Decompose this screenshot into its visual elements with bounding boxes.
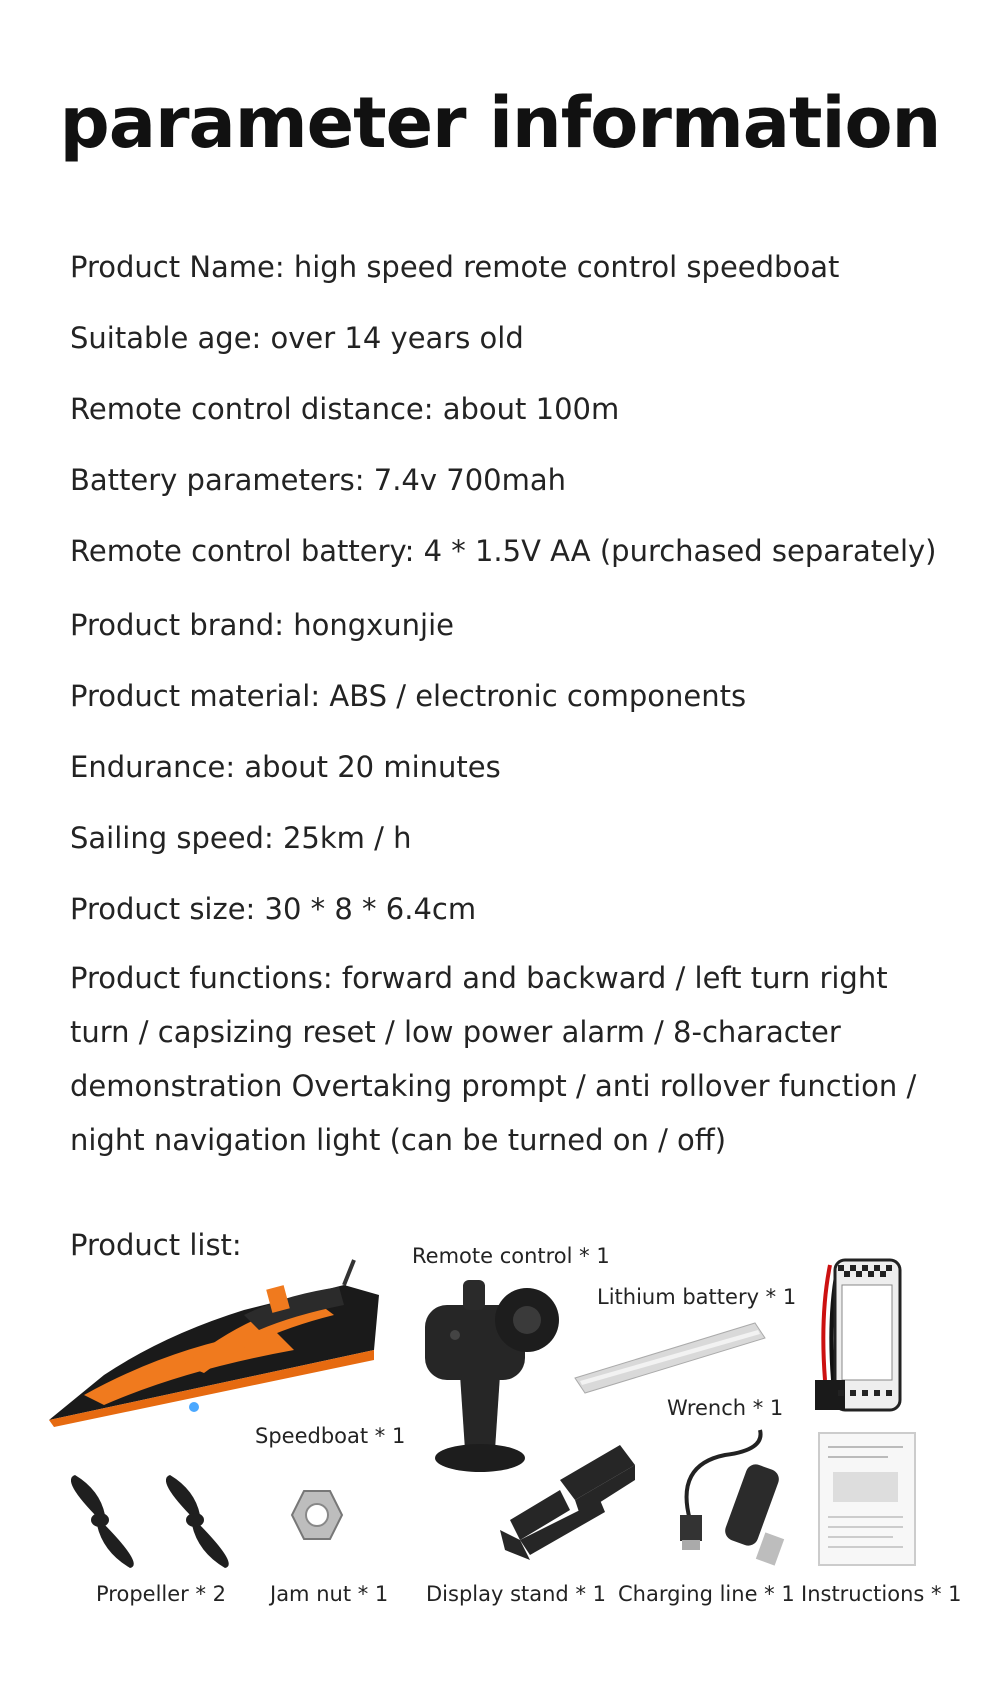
caption-instructions: Instructions * 1 xyxy=(801,1582,962,1606)
page-title: parameter information xyxy=(59,82,941,164)
param-endurance: Endurance: about 20 minutes xyxy=(70,750,501,784)
charging-line-image xyxy=(665,1425,795,1570)
caption-charging-line: Charging line * 1 xyxy=(618,1582,795,1606)
propeller-image xyxy=(55,1470,245,1570)
param-remote-battery: Remote control battery: 4 * 1.5V AA (purchased separately) xyxy=(70,534,937,568)
param-remote-distance: Remote control distance: about 100m xyxy=(70,392,620,426)
param-size: Product size: 30 * 8 * 6.4cm xyxy=(70,892,477,926)
caption-propeller: Propeller * 2 xyxy=(96,1582,226,1606)
caption-speedboat: Speedboat * 1 xyxy=(255,1424,406,1448)
lithium-battery-image xyxy=(800,1255,910,1425)
jam-nut-image xyxy=(290,1488,344,1542)
display-stand-image xyxy=(490,1440,640,1565)
param-suitable-age: Suitable age: over 14 years old xyxy=(70,321,524,355)
caption-jam-nut: Jam nut * 1 xyxy=(270,1582,389,1606)
param-material: Product material: ABS / electronic components xyxy=(70,679,747,713)
caption-lithium-battery: Lithium battery * 1 xyxy=(597,1285,797,1309)
caption-wrench: Wrench * 1 xyxy=(667,1396,784,1420)
caption-display-stand: Display stand * 1 xyxy=(426,1582,606,1606)
param-product-name: Product Name: high speed remote control speedboat xyxy=(70,250,840,284)
param-brand: Product brand: hongxunjie xyxy=(70,608,454,642)
param-speed: Sailing speed: 25km / h xyxy=(70,821,412,855)
instructions-image xyxy=(818,1432,918,1567)
wrench-image xyxy=(570,1318,770,1398)
caption-remote-control: Remote control * 1 xyxy=(412,1244,610,1268)
speedboat-image xyxy=(44,1255,384,1435)
product-list-label: Product list: xyxy=(70,1228,242,1262)
param-battery: Battery parameters: 7.4v 700mah xyxy=(70,463,567,497)
param-functions: Product functions: forward and backward / left turn right turn / capsizing reset / low power alarm / 8-character demonstration Overtaking prompt / anti rollover function / night navigation light (can be turned on / off) xyxy=(70,961,917,1157)
